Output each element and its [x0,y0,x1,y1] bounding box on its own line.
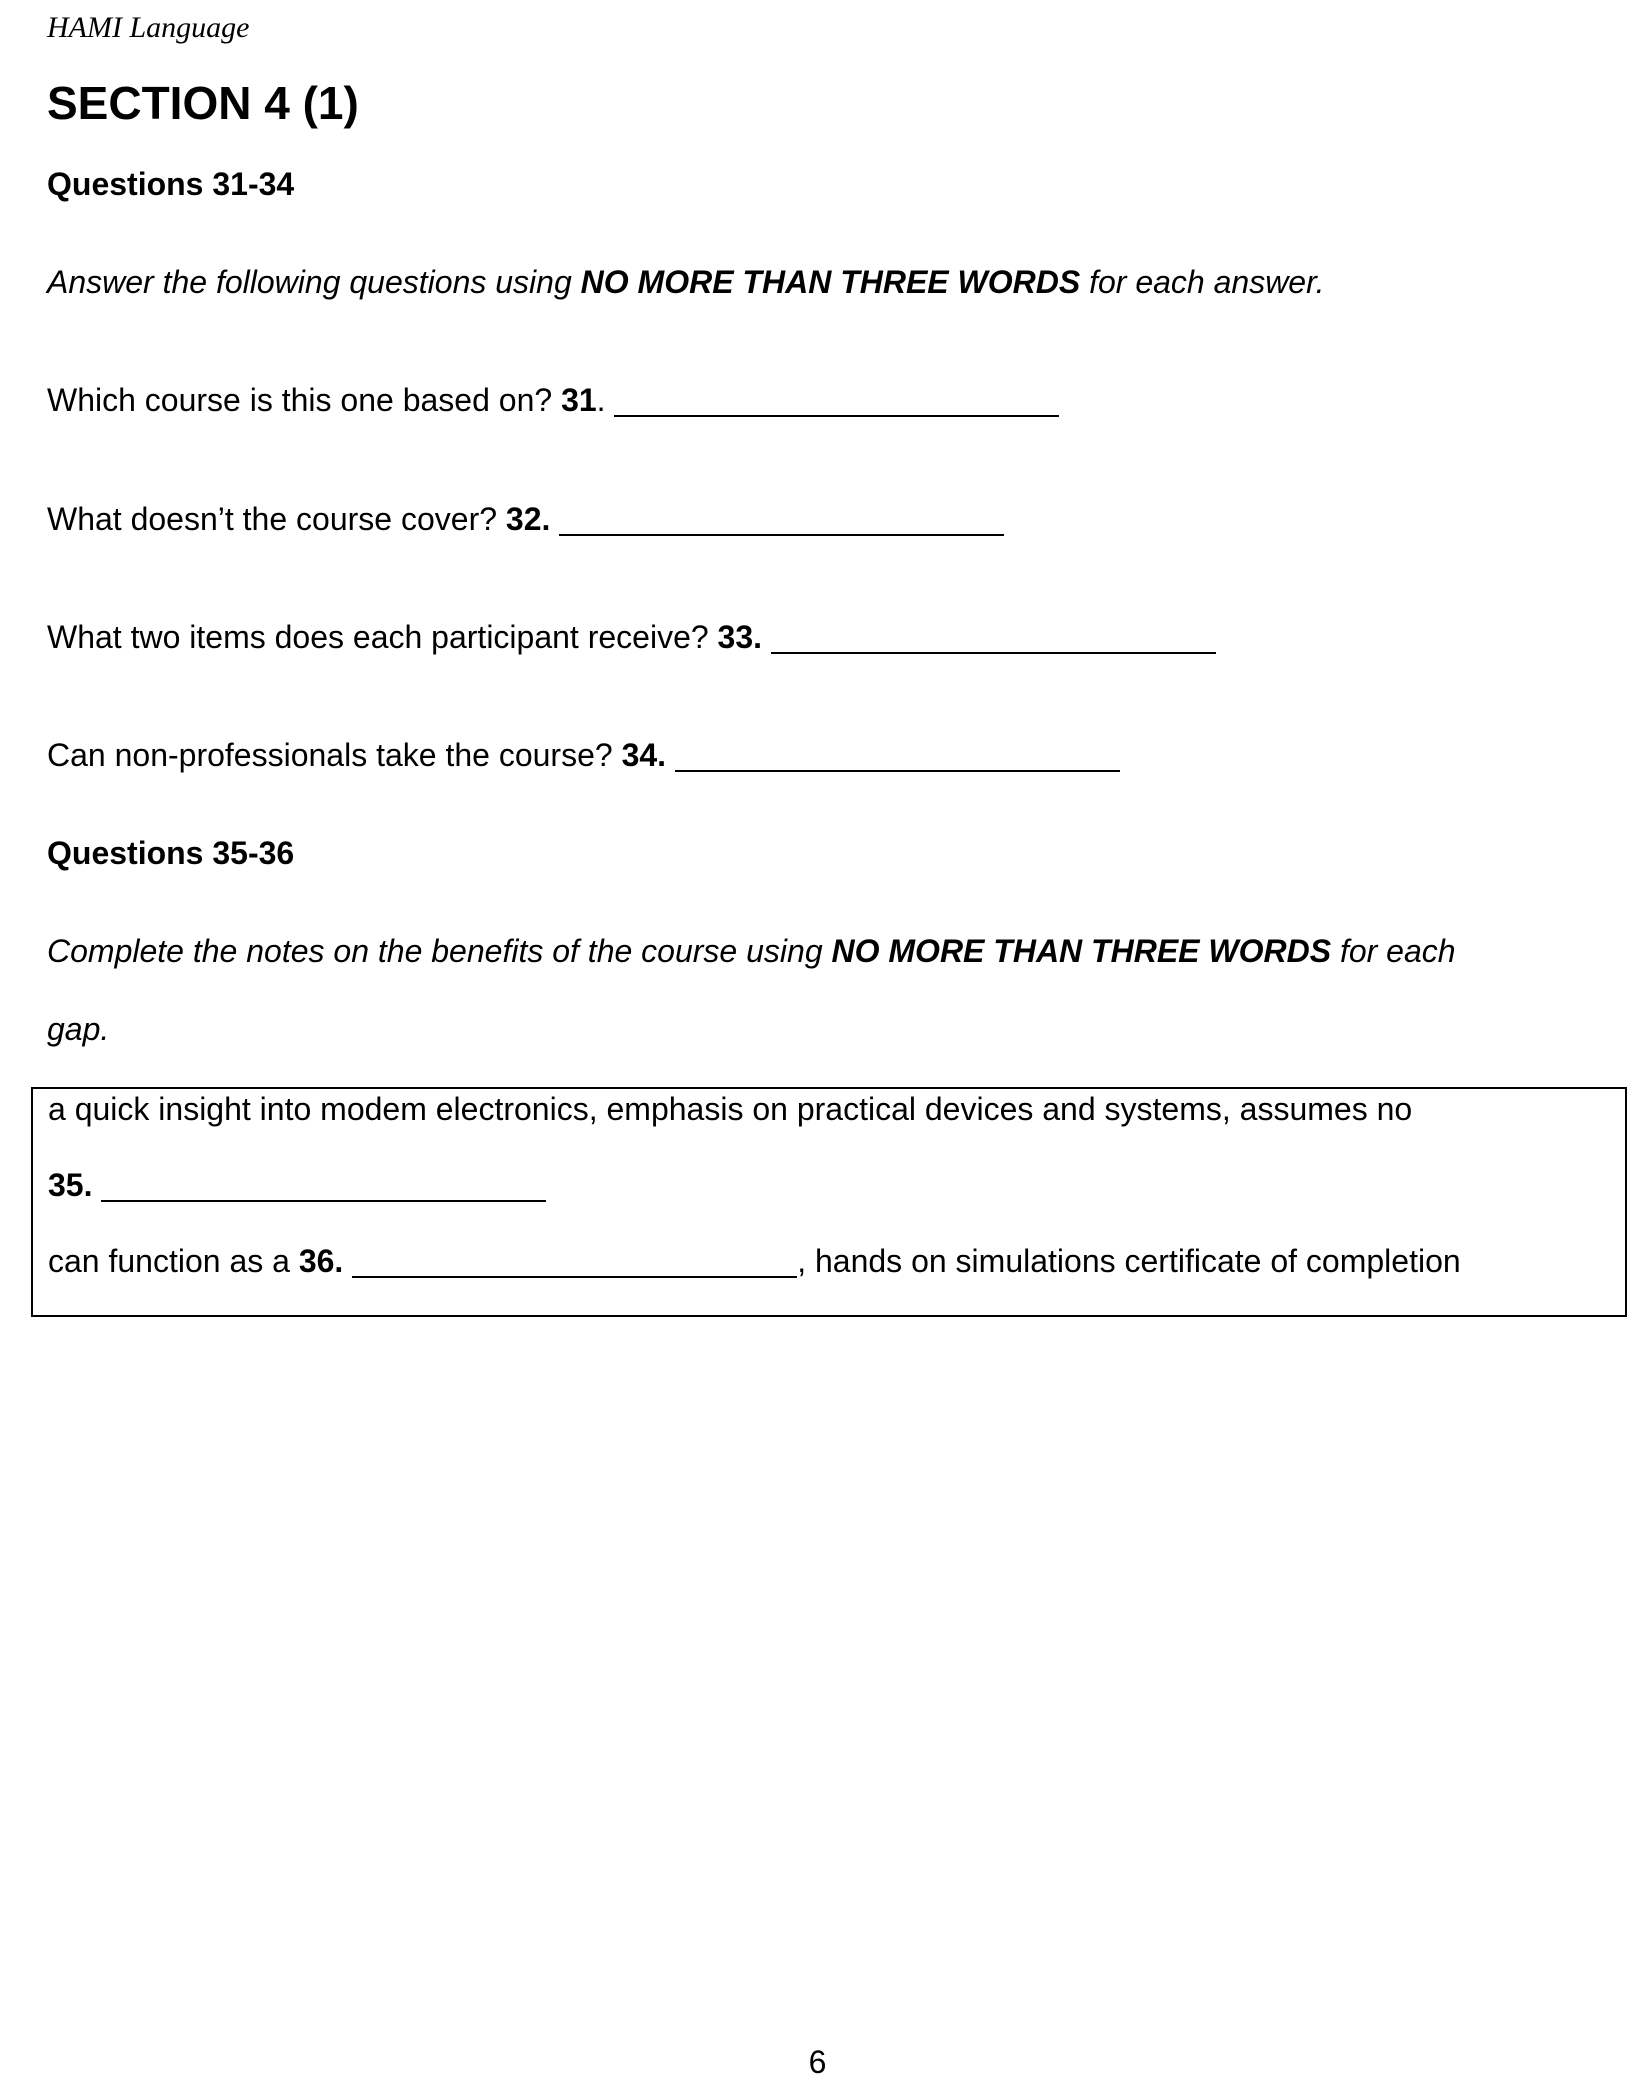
question-31 [47,380,1059,420]
question-34 [47,735,1120,775]
questions-35-36-instruction-line2: gap. [47,1011,110,1047]
answer-blank-36[interactable] [352,1276,797,1278]
question-number: 33. [717,619,763,655]
page-number: 6 [808,2044,827,2080]
question-text: What doesn’t the course cover? [47,501,506,537]
question-number-35: 35. [48,1167,93,1203]
question-suffix [666,737,675,773]
question-text: What two items does each participant receive? [47,619,718,655]
instruction-text: Answer the following questions using [47,264,581,300]
questions-31-34-heading: Questions 31-34 [47,166,295,202]
question-33 [47,617,1216,657]
header-brand: HAMI Language [47,11,250,44]
instruction-text: for each [1331,933,1456,969]
answer-blank-31[interactable] [614,415,1059,417]
answer-blank-33[interactable] [771,652,1216,654]
note-line-35 [48,1165,546,1205]
question-text: Which course is this one based on? [47,382,562,418]
answer-blank-32[interactable] [559,534,1004,536]
question-number: 34. [621,737,667,773]
question-number: 32. [505,501,551,537]
question-number: 31 [561,382,597,418]
answer-blank-34[interactable] [675,770,1120,772]
instruction-text: Complete the notes on the benefits of the course using [47,933,832,969]
answer-blank-35[interactable] [101,1200,546,1202]
question-suffix [762,619,771,655]
section-title: SECTION 4 (1) [47,77,359,129]
questions-35-36-instruction [47,931,1456,971]
question-suffix: . [596,382,615,418]
questions-31-34-instruction [47,262,1324,302]
questions-35-36-heading: Questions 35-36 [47,835,295,871]
note-text: can function as a [48,1243,299,1279]
question-suffix [550,501,559,537]
instruction-emphasis: NO MORE THAN THREE WORDS [831,933,1332,969]
question-number-36: 36. [298,1243,344,1279]
notes-box [31,1087,1627,1317]
note-text: , hands on simulations certificate of completion [797,1243,1461,1279]
instruction-emphasis: NO MORE THAN THREE WORDS [580,264,1081,300]
question-text: Can non-professionals take the course? [47,737,622,773]
instruction-text: for each answer. [1080,264,1325,300]
note-line-1: a quick insight into modem electronics, emphasis on practical devices and systems, assumes no [48,1091,1413,1127]
question-32 [47,499,1004,539]
note-line-36 [48,1241,1461,1281]
